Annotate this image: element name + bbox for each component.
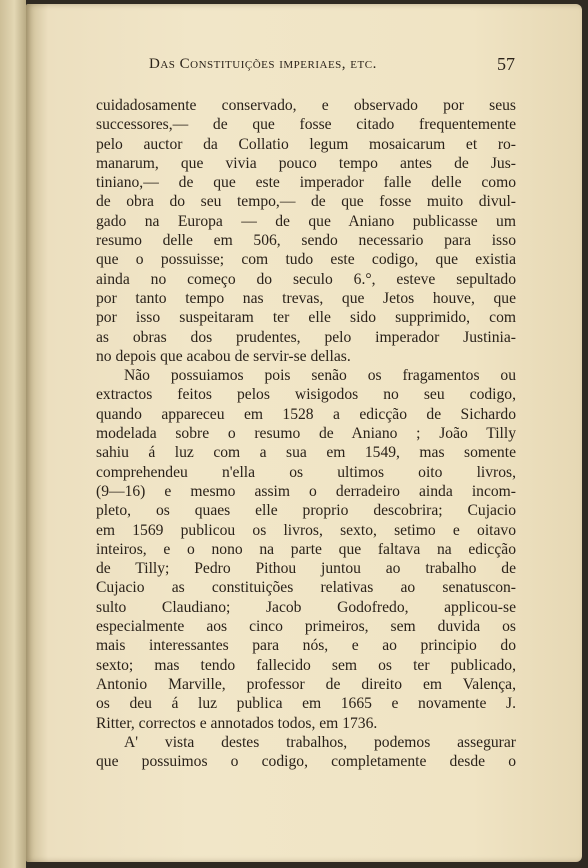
- text-line: tiniano,— de que este imperador falle delle como: [96, 174, 516, 192]
- text-line: os deu á luz publica em 1665 e novamente J.: [96, 695, 516, 713]
- text-line: de Tilly; Pedro Pithou juntou ao trabalho de: [96, 560, 516, 578]
- text-line: especialmente aos cinco primeiros, sem duvida os: [96, 618, 516, 636]
- page-header: [149, 56, 515, 82]
- text-line: pleto, os quaes elle proprio descobrira; Cujacio: [96, 502, 516, 520]
- text-line: que possuimos o codigo, completamente desde o: [96, 753, 516, 771]
- text-line: (9—16) e mesmo assim o derradeiro ainda incom-: [96, 482, 516, 500]
- text-line: quando appareceu em 1528 a edicção de Sichardo: [96, 405, 516, 423]
- text-line: comprehendeu n'ella os ultimos oito livros,: [96, 463, 516, 481]
- text-line: manarum, que vivia pouco tempo antes de Jus-: [96, 154, 516, 172]
- page-number: 57: [497, 54, 515, 74]
- text-line: ainda no começo do seculo 6.°, esteve sepultado: [96, 270, 516, 288]
- text-line: inteiros, e o nono na parte que faltava na edicção: [96, 540, 516, 558]
- text-line: extractos feitos pelos wisigodos no seu codigo,: [96, 386, 516, 404]
- text-line: Não possuiamos pois senão os fragamentos ou: [124, 367, 516, 385]
- text-line: resumo delle em 506, sendo necessario para isso: [96, 232, 516, 250]
- text-line: Ritter, correctos e annotados todos, em 1736.: [96, 714, 378, 732]
- text-line: pelo auctor da Collatio legum mosaicarum et ro-: [96, 135, 516, 153]
- text-line: A' vista destes trabalhos, podemos assegurar: [124, 733, 516, 751]
- text-line: no depois que acabou de servir-se dellas.: [96, 347, 351, 365]
- running-title: Das Constituições imperiaes, etc.: [149, 56, 377, 72]
- body-text: [96, 96, 516, 771]
- text-line: mais interessantes para nós, e ao principio do: [96, 637, 516, 655]
- book-gutter: [0, 0, 26, 868]
- text-line: Cujacio as constituições relativas ao senatuscon-: [96, 579, 516, 597]
- text-line: sexto; mas tendo fallecido sem os ter publicado,: [96, 656, 516, 674]
- text-line: gado na Europa — de que Aniano publicasse um: [96, 212, 516, 230]
- text-line: Antonio Marville, professor de direito em Valença,: [96, 675, 516, 693]
- text-line: cuidadosamente conservado, e observado por seus: [96, 97, 516, 114]
- text-line: modelada sobre o resumo de Aniano ; João Tilly: [96, 425, 516, 443]
- text-line: por isso suspeitaram ter elle sido supprimido, com: [96, 309, 516, 327]
- text-line: em 1569 publicou os livros, sexto, setimo e oitavo: [96, 521, 516, 539]
- text-line: sulto Claudiano; Jacob Godofredo, applicou-se: [96, 598, 516, 616]
- text-line: sahiu á luz com a sua em 1549, mas somente: [96, 444, 516, 462]
- book-page: [26, 4, 582, 862]
- text-line: que o possuisse; com tudo este codigo, que existia: [96, 251, 516, 269]
- text-line: de obra do seu tempo,— de que fosse muito divul-: [96, 193, 516, 211]
- text-line: por tanto tempo nas trevas, que Jetos houve, que: [96, 289, 516, 307]
- text-line: successores,— de que fosse citado frequentemente: [96, 116, 516, 134]
- text-line: as obras dos prudentes, pelo imperador Justinia-: [96, 328, 516, 346]
